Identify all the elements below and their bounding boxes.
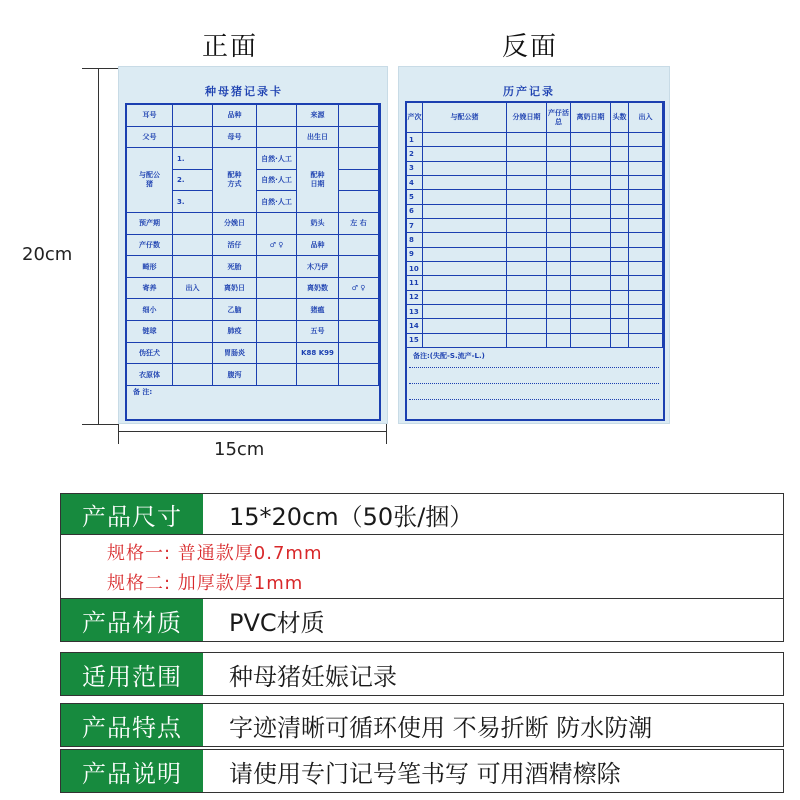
front-table-cell: 品种 [213, 105, 257, 127]
back-table-cell [571, 218, 611, 232]
back-table-cell [423, 175, 507, 189]
back-table-cell [611, 175, 629, 189]
back-table-cell [507, 333, 547, 347]
back-note-line [409, 383, 659, 384]
info-label: 产品尺寸 [61, 494, 203, 534]
back-table-cell [611, 204, 629, 218]
front-table-row [127, 213, 379, 235]
back-table-cell [629, 261, 663, 275]
back-table-cell [611, 276, 629, 290]
back-table-row [407, 247, 663, 261]
back-table-cell [571, 175, 611, 189]
info-label: 产品说明 [61, 750, 203, 792]
back-table-cell [547, 147, 571, 161]
front-table-row [127, 148, 379, 170]
back-table-cell [611, 233, 629, 247]
width-label: 15cm [214, 439, 265, 460]
front-table-cell: 活仔 [213, 234, 257, 256]
front-table-cell [257, 213, 297, 235]
back-table-cell [547, 261, 571, 275]
back-table-cell [611, 133, 629, 147]
back-table-header: 出入 [629, 103, 663, 133]
front-table-cell: 1. [173, 148, 213, 170]
front-table-cell [339, 148, 379, 170]
height-tick-bottom [82, 424, 118, 425]
front-table-cell [339, 299, 379, 321]
back-table-cell [571, 233, 611, 247]
back-table-cell [423, 304, 507, 318]
back-table-cell [629, 218, 663, 232]
back-table-cell [611, 319, 629, 333]
front-table-row [127, 234, 379, 256]
back-table-cell [611, 190, 629, 204]
front-table-cell [173, 256, 213, 278]
back-table-row [407, 218, 663, 232]
front-table-cell: 分娩日 [213, 213, 257, 235]
back-table-cell [571, 247, 611, 261]
front-record-table [126, 104, 379, 386]
back-table-cell [507, 290, 547, 304]
front-table-cell [173, 321, 213, 343]
front-table-cell: 品种 [297, 234, 339, 256]
back-table-cell [571, 190, 611, 204]
back-table-cell [423, 204, 507, 218]
front-table-row [127, 256, 379, 278]
width-dimension-line [118, 431, 386, 432]
back-table-cell [547, 161, 571, 175]
back-table-cell [571, 290, 611, 304]
back-table-cell [423, 147, 507, 161]
front-table-cell: 离奶日 [213, 277, 257, 299]
back-table-cell [629, 175, 663, 189]
front-table-row [127, 321, 379, 343]
info-row-material [60, 598, 784, 642]
back-table-cell [629, 161, 663, 175]
back-table-cell [629, 147, 663, 161]
front-note: 备 注: [133, 388, 153, 396]
front-table-cell: 衣原体 [127, 364, 173, 386]
back-card-title: 历产记录 [503, 85, 555, 98]
front-table-cell [257, 299, 297, 321]
front-table-cell: 链球 [127, 321, 173, 343]
back-table-cell [611, 290, 629, 304]
back-table-row [407, 204, 663, 218]
back-row-number: 15 [407, 333, 423, 347]
front-table-cell [257, 277, 297, 299]
front-card-title: 种母猪记录卡 [205, 85, 283, 98]
front-table-cell: 伪狂犬 [127, 342, 173, 364]
back-table-cell [423, 319, 507, 333]
back-table-cell [629, 290, 663, 304]
front-table-cell [257, 321, 297, 343]
front-table-cell: 胃肠炎 [213, 342, 257, 364]
front-table-cell: 寄养 [127, 277, 173, 299]
back-table-cell [611, 261, 629, 275]
back-table-row [407, 319, 663, 333]
back-table-cell [423, 247, 507, 261]
back-table-cell [547, 133, 571, 147]
back-row-number: 7 [407, 218, 423, 232]
back-table-cell [571, 147, 611, 161]
front-table-row [127, 299, 379, 321]
front-table-cell [339, 169, 379, 191]
back-row-number: 4 [407, 175, 423, 189]
back-table-cell [507, 304, 547, 318]
back-note-line [409, 399, 659, 400]
info-label: 产品材质 [61, 599, 203, 641]
back-row-number: 12 [407, 290, 423, 304]
back-table-cell [507, 161, 547, 175]
back-table-cell [507, 319, 547, 333]
front-table-cell: K88 K99 [297, 342, 339, 364]
height-label: 20cm [22, 244, 73, 265]
back-table-cell [507, 204, 547, 218]
back-table-cell [629, 190, 663, 204]
back-row-number: 2 [407, 147, 423, 161]
front-table-cell: 腹泻 [213, 364, 257, 386]
front-table-cell: 母号 [213, 126, 257, 148]
front-table-row [127, 126, 379, 148]
back-table-cell [423, 190, 507, 204]
width-tick-right [386, 424, 387, 444]
back-row-number: 1 [407, 133, 423, 147]
back-table-cell [547, 333, 571, 347]
front-heading: 正面 [202, 32, 259, 62]
front-table-cell: 父号 [127, 126, 173, 148]
back-table-cell [507, 261, 547, 275]
front-table-cell: 乙脑 [213, 299, 257, 321]
back-table-cell [629, 204, 663, 218]
front-table-cell: 3. [173, 191, 213, 213]
front-table-cell: 细小 [127, 299, 173, 321]
front-table-cell [257, 364, 297, 386]
front-table-cell [339, 321, 379, 343]
back-table-header-row [407, 103, 663, 133]
back-row-number: 9 [407, 247, 423, 261]
front-table-cell: ♂ ♀ [339, 277, 379, 299]
back-table-cell [571, 333, 611, 347]
back-table-cell [571, 276, 611, 290]
front-table-cell [339, 191, 379, 213]
back-table-cell [571, 133, 611, 147]
back-table-cell [629, 333, 663, 347]
back-table-cell [611, 161, 629, 175]
height-tick-top [82, 68, 118, 69]
info-label: 适用范围 [61, 653, 203, 695]
front-table-cell [339, 126, 379, 148]
front-table-cell: 左 右 [339, 213, 379, 235]
back-table-cell [547, 304, 571, 318]
front-table-cell [257, 256, 297, 278]
front-table-row [127, 277, 379, 299]
info-row-features [60, 703, 784, 747]
front-table-cell: 自然·人工 [257, 169, 297, 191]
back-table-cell [507, 218, 547, 232]
front-table-cell [297, 364, 339, 386]
back-table-cell [507, 133, 547, 147]
back-table-cell [423, 333, 507, 347]
back-table-cell [547, 276, 571, 290]
back-table-cell [547, 247, 571, 261]
info-value: 15*20cm（50张/捆） [229, 502, 474, 531]
front-table-cell: 奶头 [297, 213, 339, 235]
front-table-cell [339, 234, 379, 256]
back-table-cell [571, 319, 611, 333]
front-table-cell [173, 364, 213, 386]
front-table-cell: 与配公猪 [127, 148, 173, 213]
front-table-cell: 产仔数 [127, 234, 173, 256]
front-table-cell: 五号 [297, 321, 339, 343]
back-table-header: 产仔活总 [547, 103, 571, 133]
front-table-cell [339, 105, 379, 127]
front-table-cell [339, 364, 379, 386]
front-table-cell: 出入 [173, 277, 213, 299]
info-value: 种母猪妊娠记录 [229, 662, 397, 691]
front-table-cell: 来源 [297, 105, 339, 127]
back-table-cell [571, 261, 611, 275]
back-table-cell [611, 218, 629, 232]
back-table-cell [571, 204, 611, 218]
info-value: 请使用专门记号笔书写 可用酒精檫除 [229, 759, 621, 788]
back-row-number: 6 [407, 204, 423, 218]
front-table-row [127, 342, 379, 364]
back-table-row [407, 333, 663, 347]
back-table-cell [629, 319, 663, 333]
back-row-number: 14 [407, 319, 423, 333]
back-row-number: 11 [407, 276, 423, 290]
back-table-cell [423, 290, 507, 304]
back-table-cell [571, 161, 611, 175]
front-table-cell [173, 105, 213, 127]
info-value: 字迹清晰可循环使用 不易折断 防水防潮 [229, 713, 653, 742]
back-note-line [409, 367, 659, 368]
back-table-cell [611, 333, 629, 347]
front-table-cell: 肺疫 [213, 321, 257, 343]
height-dimension-line [98, 68, 99, 424]
back-table-row [407, 190, 663, 204]
front-table-cell [257, 105, 297, 127]
back-table-cell [611, 304, 629, 318]
front-table-cell: 自然·人工 [257, 191, 297, 213]
front-table-row [127, 105, 379, 127]
back-table-cell [507, 276, 547, 290]
front-table-cell: 死胎 [213, 256, 257, 278]
front-table-cell: 离奶数 [297, 277, 339, 299]
back-table-cell [423, 233, 507, 247]
back-heading: 反面 [502, 32, 559, 62]
back-table-cell [507, 233, 547, 247]
back-table-header: 头数 [611, 103, 629, 133]
back-table-cell [571, 304, 611, 318]
info-value: PVC材质 [229, 608, 325, 637]
info-row-scope [60, 652, 784, 696]
spec-line-1: 规格一: 普通款厚0.7mm [107, 543, 323, 564]
back-table-cell [611, 147, 629, 161]
back-table-row [407, 290, 663, 304]
front-table-cell [257, 126, 297, 148]
back-table-cell [507, 147, 547, 161]
back-row-number: 10 [407, 261, 423, 275]
front-card [118, 66, 388, 424]
back-table-cell [423, 218, 507, 232]
back-table-header: 离奶日期 [571, 103, 611, 133]
back-table-cell [629, 304, 663, 318]
info-row-size [60, 493, 784, 535]
front-table-cell [339, 256, 379, 278]
back-table-cell [547, 290, 571, 304]
back-table-row [407, 261, 663, 275]
back-table-row [407, 233, 663, 247]
back-table-cell [629, 133, 663, 147]
back-table-row [407, 133, 663, 147]
front-table-cell: 耳号 [127, 105, 173, 127]
front-table-cell: 配种日期 [297, 148, 339, 213]
back-table-row [407, 304, 663, 318]
back-table-cell [547, 204, 571, 218]
back-table-row [407, 147, 663, 161]
back-row-number: 8 [407, 233, 423, 247]
back-table-cell [423, 261, 507, 275]
back-table-cell [629, 233, 663, 247]
front-table-cell: 出生日 [297, 126, 339, 148]
back-table-row [407, 276, 663, 290]
front-table-row [127, 364, 379, 386]
back-table-header: 产次 [407, 103, 423, 133]
width-tick-left [118, 424, 119, 444]
info-row-instructions [60, 749, 784, 793]
back-table-cell [423, 276, 507, 290]
back-table-cell [547, 319, 571, 333]
front-table-cell: ♂ ♀ [257, 234, 297, 256]
back-table-header: 分娩日期 [507, 103, 547, 133]
back-note: 备注:(失配-S.流产-L.) [413, 352, 485, 360]
back-table-cell [507, 190, 547, 204]
front-table-cell: 木乃伊 [297, 256, 339, 278]
back-table-cell [507, 247, 547, 261]
front-table-cell [173, 342, 213, 364]
front-table-cell [257, 342, 297, 364]
spec-box [60, 533, 784, 598]
front-table-cell [173, 299, 213, 321]
back-table-cell [547, 218, 571, 232]
front-table-cell [339, 342, 379, 364]
back-table-cell [629, 276, 663, 290]
back-table-cell [547, 233, 571, 247]
front-table-cell: 预产期 [127, 213, 173, 235]
spec-line-2: 规格二: 加厚款厚1mm [107, 573, 304, 594]
front-table-cell [173, 126, 213, 148]
front-table-cell: 配种方式 [213, 148, 257, 213]
back-row-number: 3 [407, 161, 423, 175]
back-record-table [406, 102, 663, 348]
front-table-cell [173, 213, 213, 235]
back-table-cell [611, 247, 629, 261]
back-table-cell [423, 161, 507, 175]
back-table-cell [547, 190, 571, 204]
back-table-cell [547, 175, 571, 189]
back-table-row [407, 161, 663, 175]
front-table-cell: 猪瘟 [297, 299, 339, 321]
back-table-cell [507, 175, 547, 189]
back-table-header: 与配公猪 [423, 103, 507, 133]
back-table-cell [629, 247, 663, 261]
info-label: 产品特点 [61, 704, 203, 746]
front-table-cell [173, 234, 213, 256]
front-table-cell: 2. [173, 169, 213, 191]
front-table-cell: 畸形 [127, 256, 173, 278]
back-row-number: 5 [407, 190, 423, 204]
back-table-cell [423, 133, 507, 147]
back-table-row [407, 175, 663, 189]
back-card [398, 66, 670, 424]
front-table-cell: 自然·人工 [257, 148, 297, 170]
back-row-number: 13 [407, 304, 423, 318]
